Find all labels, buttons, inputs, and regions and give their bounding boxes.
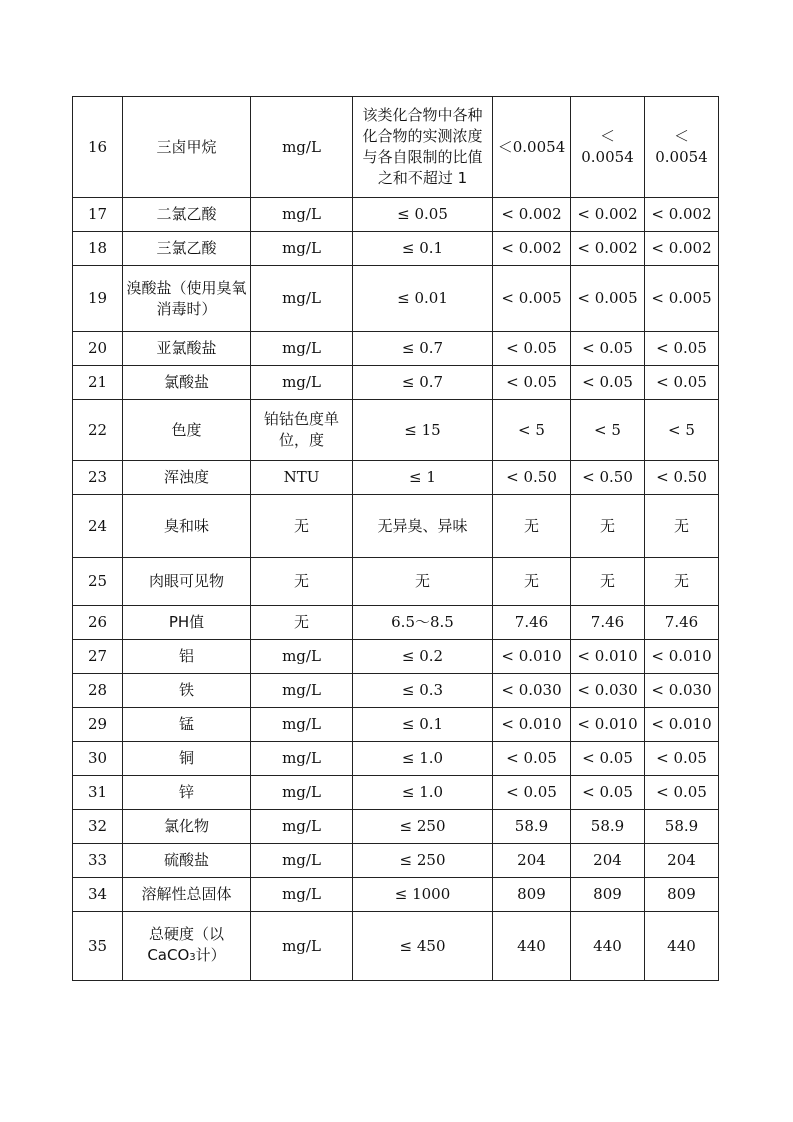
limit-cell: ≤ 0.7 (353, 366, 493, 400)
table-row (73, 461, 719, 495)
row-number: 27 (73, 640, 123, 674)
item-name: 铜 (123, 742, 251, 776)
item-name: 三卤甲烷 (123, 97, 251, 198)
row-number: 28 (73, 674, 123, 708)
result-2: < 0.005 (571, 266, 645, 332)
limit-cell: 该类化合物中各种化合物的实测浓度与各自限制的比值之和不超过 1 (353, 97, 493, 198)
item-name: 溶解性总固体 (123, 878, 251, 912)
row-number: 17 (73, 198, 123, 232)
item-name-subscript: 3 (189, 952, 196, 963)
result-1: 无 (493, 558, 571, 606)
table-row (73, 198, 719, 232)
limit-cell: ≤ 1 (353, 461, 493, 495)
row-number: 18 (73, 232, 123, 266)
unit-cell: mg/L (251, 742, 353, 776)
result-2: < 0.002 (571, 232, 645, 266)
item-name: 肉眼可见物 (123, 558, 251, 606)
result-1: < 0.002 (493, 198, 571, 232)
item-name: 色度 (123, 400, 251, 461)
result-1: < 0.002 (493, 232, 571, 266)
result-2: < 0.002 (571, 198, 645, 232)
limit-cell: 6.5～8.5 (353, 606, 493, 640)
table-row (73, 844, 719, 878)
result-2: 无 (571, 495, 645, 558)
unit-cell: 无 (251, 558, 353, 606)
result-3: < 0.50 (645, 461, 719, 495)
item-name-end: 计） (195, 946, 226, 964)
result-3: 204 (645, 844, 719, 878)
result-1: 809 (493, 878, 571, 912)
result-1: ＜0.0054 (493, 97, 571, 198)
item-name: 溴酸盐（使用臭氧消毒时） (123, 266, 251, 332)
item-name (123, 912, 251, 981)
unit-cell: mg/L (251, 198, 353, 232)
table-row (73, 742, 719, 776)
row-number: 22 (73, 400, 123, 461)
result-2: < 0.030 (571, 674, 645, 708)
row-number: 24 (73, 495, 123, 558)
unit-cell: mg/L (251, 366, 353, 400)
result-1: < 0.010 (493, 708, 571, 742)
result-1: < 0.05 (493, 366, 571, 400)
water-quality-table (72, 96, 719, 981)
item-name: PH值 (123, 606, 251, 640)
unit-cell: 铂钴色度单位，度 (251, 400, 353, 461)
table-row (73, 674, 719, 708)
unit-cell: mg/L (251, 232, 353, 266)
item-name: 氯化物 (123, 810, 251, 844)
row-number: 33 (73, 844, 123, 878)
result-3: < 0.002 (645, 232, 719, 266)
item-name: 氯酸盐 (123, 366, 251, 400)
table-row (73, 878, 719, 912)
result-2: 809 (571, 878, 645, 912)
limit-cell: ≤ 250 (353, 844, 493, 878)
result-2: < 0.010 (571, 708, 645, 742)
item-name: 臭和味 (123, 495, 251, 558)
result-2: ＜0.0054 (571, 97, 645, 198)
result-3: 7.46 (645, 606, 719, 640)
table-row (73, 810, 719, 844)
result-1: < 0.010 (493, 640, 571, 674)
limit-cell: ≤ 250 (353, 810, 493, 844)
result-3: 809 (645, 878, 719, 912)
row-number: 20 (73, 332, 123, 366)
row-number: 35 (73, 912, 123, 981)
result-2: < 0.05 (571, 742, 645, 776)
result-3: < 0.010 (645, 640, 719, 674)
result-2: 440 (571, 912, 645, 981)
result-3: < 0.05 (645, 332, 719, 366)
item-name-main: 总硬度（以CaCO (147, 925, 224, 964)
table-row (73, 640, 719, 674)
limit-cell: ≤ 0.01 (353, 266, 493, 332)
result-3: ＜0.0054 (645, 97, 719, 198)
result-3: < 5 (645, 400, 719, 461)
table-row (73, 558, 719, 606)
table-row (73, 495, 719, 558)
unit-cell: 无 (251, 495, 353, 558)
table-row (73, 232, 719, 266)
limit-cell: ≤ 0.1 (353, 232, 493, 266)
unit-cell: NTU (251, 461, 353, 495)
limit-cell: ≤ 0.2 (353, 640, 493, 674)
limit-cell: ≤ 1.0 (353, 742, 493, 776)
table-row (73, 708, 719, 742)
limit-cell: 无 (353, 558, 493, 606)
table-row (73, 912, 719, 981)
result-3: 58.9 (645, 810, 719, 844)
result-2: < 0.05 (571, 776, 645, 810)
result-3: < 0.030 (645, 674, 719, 708)
result-3: < 0.05 (645, 366, 719, 400)
item-name: 硫酸盐 (123, 844, 251, 878)
item-name: 亚氯酸盐 (123, 332, 251, 366)
table-row (73, 97, 719, 198)
result-2: < 0.05 (571, 366, 645, 400)
result-1: 204 (493, 844, 571, 878)
item-name: 铝 (123, 640, 251, 674)
result-2: < 0.05 (571, 332, 645, 366)
unit-cell: mg/L (251, 332, 353, 366)
result-3: < 0.002 (645, 198, 719, 232)
row-number: 16 (73, 97, 123, 198)
result-1: 440 (493, 912, 571, 981)
result-2: 58.9 (571, 810, 645, 844)
result-2: 无 (571, 558, 645, 606)
unit-cell: mg/L (251, 776, 353, 810)
table-row (73, 332, 719, 366)
result-1: < 5 (493, 400, 571, 461)
limit-cell: ≤ 0.7 (353, 332, 493, 366)
row-number: 25 (73, 558, 123, 606)
row-number: 23 (73, 461, 123, 495)
result-3: 无 (645, 558, 719, 606)
table-row (73, 400, 719, 461)
row-number: 21 (73, 366, 123, 400)
result-3: < 0.005 (645, 266, 719, 332)
limit-cell: ≤ 15 (353, 400, 493, 461)
result-2: < 0.50 (571, 461, 645, 495)
unit-cell: mg/L (251, 912, 353, 981)
result-1: 无 (493, 495, 571, 558)
unit-cell: mg/L (251, 878, 353, 912)
item-name: 铁 (123, 674, 251, 708)
unit-cell: mg/L (251, 844, 353, 878)
result-2: < 0.010 (571, 640, 645, 674)
result-1: < 0.05 (493, 776, 571, 810)
item-name: 三氯乙酸 (123, 232, 251, 266)
table-row (73, 776, 719, 810)
unit-cell: mg/L (251, 810, 353, 844)
result-2: 204 (571, 844, 645, 878)
table-row (73, 366, 719, 400)
limit-cell: ≤ 0.1 (353, 708, 493, 742)
result-3: 无 (645, 495, 719, 558)
row-number: 34 (73, 878, 123, 912)
result-1: < 0.05 (493, 742, 571, 776)
result-1: < 0.50 (493, 461, 571, 495)
result-1: 58.9 (493, 810, 571, 844)
unit-cell: mg/L (251, 708, 353, 742)
limit-cell: ≤ 1000 (353, 878, 493, 912)
result-3: < 0.05 (645, 742, 719, 776)
row-number: 31 (73, 776, 123, 810)
unit-cell: 无 (251, 606, 353, 640)
table-row (73, 266, 719, 332)
row-number: 26 (73, 606, 123, 640)
unit-cell: mg/L (251, 640, 353, 674)
limit-cell: ≤ 450 (353, 912, 493, 981)
result-3: < 0.010 (645, 708, 719, 742)
row-number: 29 (73, 708, 123, 742)
result-1: < 0.05 (493, 332, 571, 366)
limit-cell: ≤ 0.05 (353, 198, 493, 232)
item-name: 锌 (123, 776, 251, 810)
item-name: 锰 (123, 708, 251, 742)
result-2: < 5 (571, 400, 645, 461)
limit-cell: 无异臭、异味 (353, 495, 493, 558)
item-name: 二氯乙酸 (123, 198, 251, 232)
unit-cell: mg/L (251, 674, 353, 708)
unit-cell: mg/L (251, 266, 353, 332)
result-3: < 0.05 (645, 776, 719, 810)
result-3: 440 (645, 912, 719, 981)
result-1: < 0.030 (493, 674, 571, 708)
limit-cell: ≤ 0.3 (353, 674, 493, 708)
item-name: 浑浊度 (123, 461, 251, 495)
result-2: 7.46 (571, 606, 645, 640)
unit-cell: mg/L (251, 97, 353, 198)
row-number: 30 (73, 742, 123, 776)
row-number: 19 (73, 266, 123, 332)
limit-cell: ≤ 1.0 (353, 776, 493, 810)
table-row (73, 606, 719, 640)
result-1: 7.46 (493, 606, 571, 640)
result-1: < 0.005 (493, 266, 571, 332)
row-number: 32 (73, 810, 123, 844)
